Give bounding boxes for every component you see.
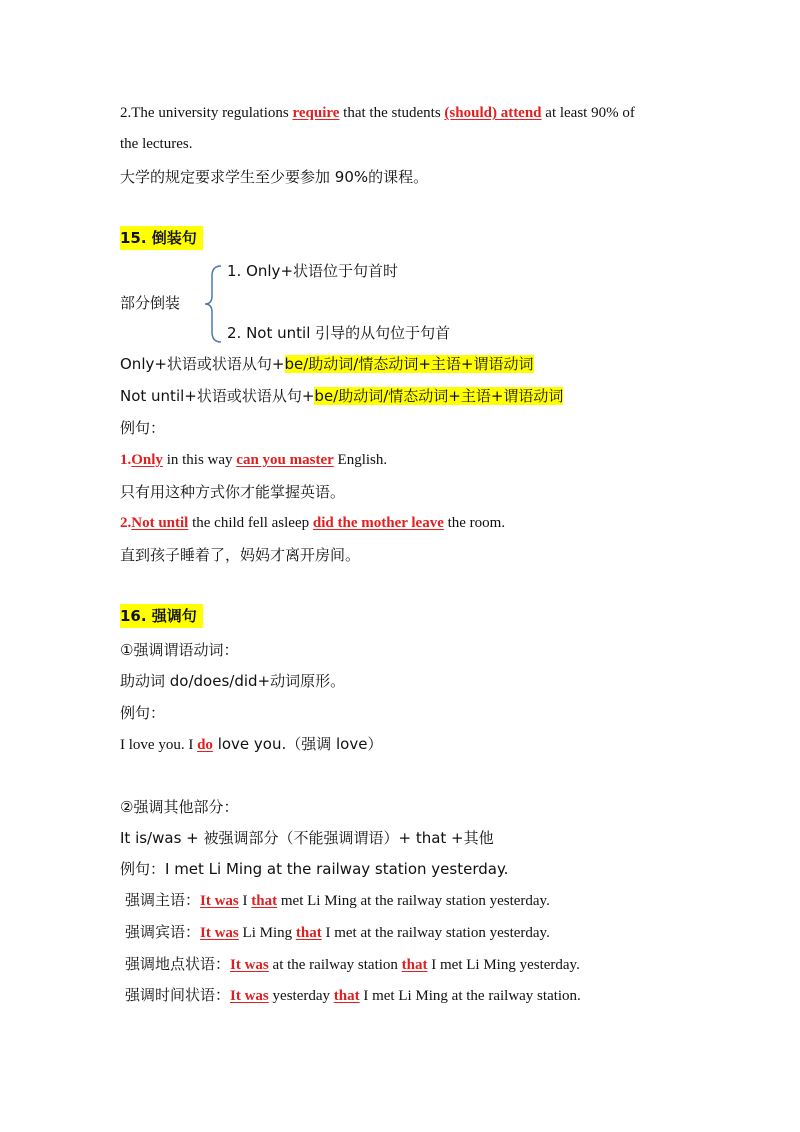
keyword-did-the-mother-leave: did the mother leave	[312, 515, 444, 531]
text: Only+状语或状语从句+	[120, 355, 285, 373]
text: yesterday	[268, 988, 334, 1004]
formula-highlight: be/助动词/情态动词+主语+谓语动词	[284, 355, 534, 373]
emphasis-predicate-rule: 助动词 do/does/did+动词原形。	[120, 672, 346, 690]
text: I met Li Ming yesterday.	[427, 957, 580, 973]
keyword-require: require	[292, 105, 340, 121]
label: 强调主语：	[125, 891, 201, 909]
text: Not until+状语或状语从句+	[120, 387, 315, 405]
formula-highlight: be/助动词/情态动词+主语+谓语动词	[314, 387, 564, 405]
text: at the railway station	[268, 957, 402, 973]
inversion-example-1	[120, 450, 387, 470]
inversion-example-1-translation: 只有用这种方式你才能掌握英语。	[120, 483, 346, 501]
keyword-not-until: Not until	[131, 515, 189, 531]
text: I met at the railway station yesterday.	[321, 925, 550, 941]
text: I	[238, 893, 252, 909]
heading-highlight: 15. 倒装句	[120, 226, 203, 250]
formula-not-until	[120, 386, 563, 406]
emphasis-subject	[125, 890, 550, 911]
text: that the students	[339, 105, 445, 121]
text: 2.The university regulations	[120, 105, 293, 121]
heading-highlight: 16. 强调句	[120, 604, 203, 628]
curly-brace-icon	[203, 264, 223, 344]
text: I love you. I	[120, 737, 198, 753]
keyword-that: that	[401, 957, 428, 973]
text: English.	[333, 452, 388, 468]
section-16-heading	[120, 606, 203, 627]
text: love you.（强调 love）	[212, 735, 383, 753]
example-label: 例句：	[120, 419, 166, 437]
emphasis-time-adverbial	[125, 985, 581, 1006]
text: the child fell asleep	[188, 515, 313, 531]
inversion-option-1: 1. Only+状语位于句首时	[227, 262, 399, 280]
text: 1.	[120, 452, 132, 468]
text: 2.	[120, 515, 132, 531]
emphasis-predicate-label: ①强调谓语动词：	[120, 641, 239, 659]
keyword-that: that	[333, 988, 360, 1004]
section-15-heading	[120, 228, 203, 249]
label: 强调地点状语：	[125, 955, 231, 973]
keyword-it-was: It was	[230, 988, 269, 1004]
example-label: 例句：	[120, 704, 166, 722]
keyword-it-was: It was	[230, 957, 269, 973]
partial-inversion-label: 部分倒装	[120, 294, 181, 312]
keyword-it-was: It was	[200, 925, 239, 941]
keyword-that: that	[251, 893, 278, 909]
formula-only	[120, 354, 534, 374]
keyword-it-was: It was	[200, 893, 239, 909]
inversion-option-2: 2. Not until 引导的从句位于句首	[227, 324, 451, 342]
keyword-can-you-master: can you master	[236, 452, 334, 468]
text: I met Li Ming at the railway station.	[359, 988, 581, 1004]
keyword-that: that	[295, 925, 322, 941]
text: met Li Ming at the railway station yesterday.	[277, 893, 550, 909]
keyword-should-attend: (should) attend	[444, 105, 542, 121]
emphasis-object	[125, 922, 550, 943]
emphasis-place-adverbial	[125, 954, 580, 975]
inversion-example-2	[120, 513, 505, 533]
example-2-sentence-cont: the lectures.	[120, 136, 193, 152]
emphasis-predicate-example	[120, 734, 382, 755]
emphasis-other-rule: It is/was + 被强调部分（不能强调谓语）+ that +其他	[120, 829, 494, 847]
emphasis-other-label: ②强调其他部分：	[120, 798, 239, 816]
label: 强调时间状语：	[125, 986, 231, 1004]
text: at least 90% of	[541, 105, 635, 121]
text: Li Ming	[238, 925, 296, 941]
example-2-translation: 大学的规定要求学生至少要参加 90%的课程。	[120, 168, 429, 186]
text: in this way	[162, 452, 237, 468]
label: 强调宾语：	[125, 923, 201, 941]
text: the room.	[443, 515, 506, 531]
example-2-sentence	[120, 103, 635, 123]
keyword-only: Only	[131, 452, 163, 468]
keyword-do: do	[197, 737, 213, 753]
inversion-example-2-translation: 直到孩子睡着了，妈妈才离开房间。	[120, 546, 361, 564]
emphasis-base-example: 例句：I met Li Ming at the railway station yesterday.	[120, 860, 509, 878]
